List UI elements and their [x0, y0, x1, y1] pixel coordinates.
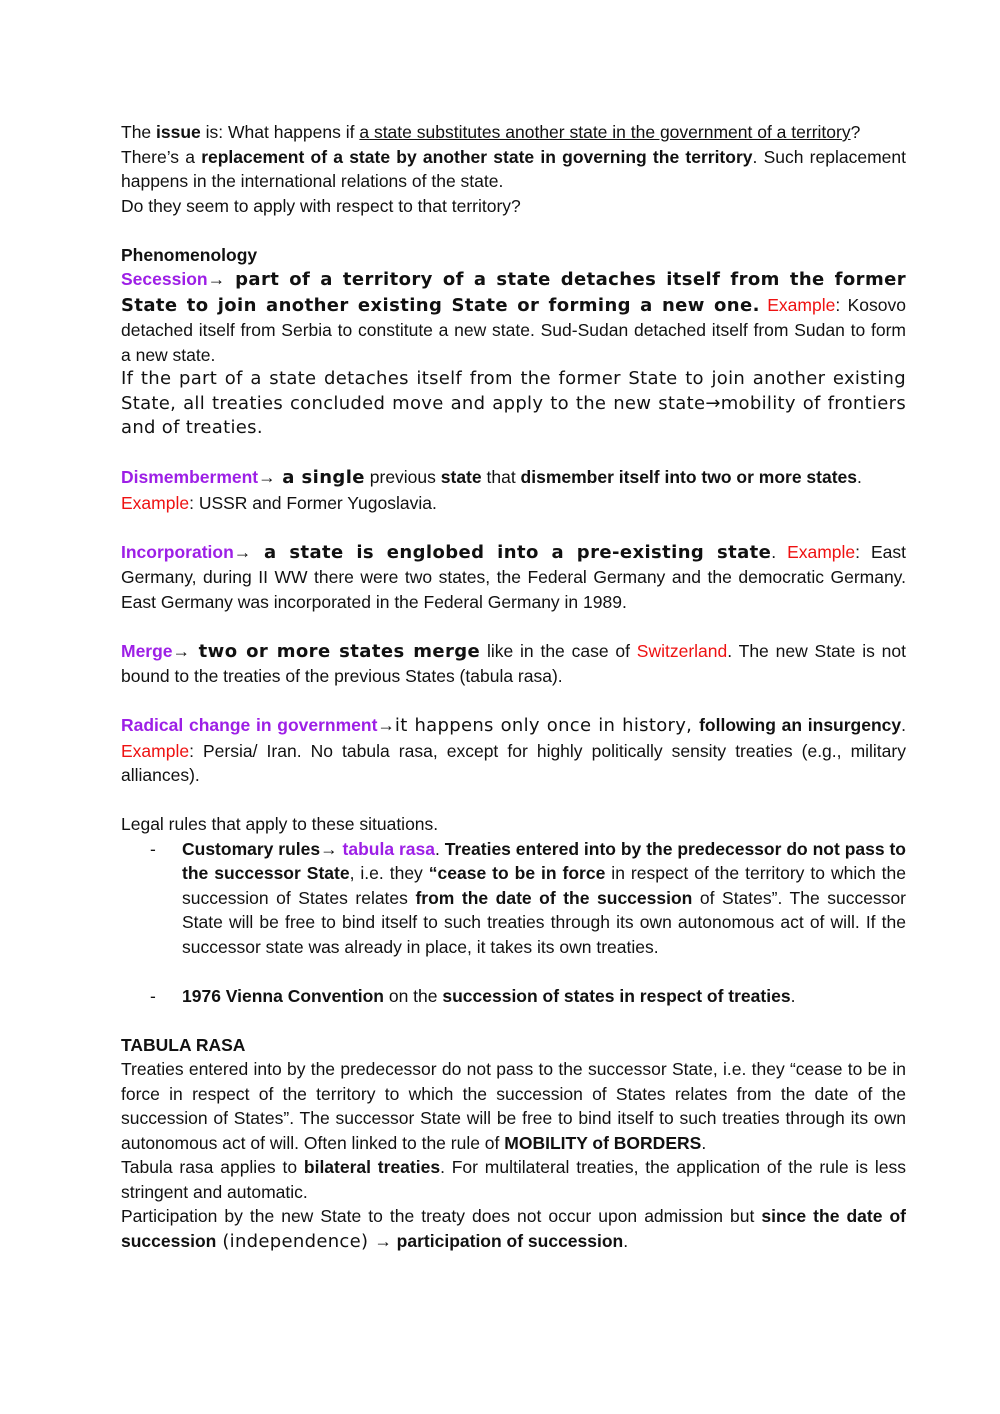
- incorporation-term: Incorporation: [121, 541, 234, 562]
- spacer: [121, 1008, 906, 1033]
- arrow-icon: →: [320, 838, 338, 859]
- arrow-icon: →: [172, 640, 191, 661]
- incorporation-paragraph: Incorporation→ a state is englobed into a pre-existing state. Example: East Germany, during II WW there were two states, the Federal Germany and the democratic Germany. East Germany was incorporated in the Federal Germany in 1989.: [121, 541, 906, 612]
- intro-paragraph-question: Do they seem to apply with respect to that territory?: [121, 195, 521, 216]
- merge-paragraph: Merge→ two or more states merge like in the case of Switzerland. The new State is not bound to the treaties of the previous States (tabula rasa).: [121, 640, 906, 686]
- legal-rules-intro: Legal rules that apply to these situations.: [121, 814, 439, 834]
- intro-paragraph-replacement: There’s a replacement of a state by another state in governing the territory. Such replacement happens in the international relations of the state.: [121, 146, 906, 191]
- dismemberment-term: Dismemberment: [121, 467, 259, 487]
- merge-term: Merge: [121, 640, 173, 661]
- document-body: [121, 120, 906, 1254]
- arrow-icon: →: [374, 1230, 392, 1251]
- secession-paragraph: Secession→ part of a territory of a state detaches itself from the former State to join another existing State or forming a new one. Example: Kosovo detached itself from Serbia to constitute a new state. Sud-Sudan detached itself from Sudan to form a new state.: [121, 269, 906, 365]
- arrow-icon: →: [207, 269, 226, 289]
- list-item-vienna-convention: - 1976 Vienna Convention on the succession of states in respect of treaties.: [121, 984, 906, 1009]
- spacer: [121, 515, 906, 540]
- spacer: [121, 959, 906, 984]
- dash-bullet-icon: -: [150, 985, 156, 1006]
- list-item-customary-rules: - Customary rules→ tabula rasa. Treaties entered into by the predecessor do not pass to the successor State, i.e. they “cease to be in force in respect of the territory to which the succession of States relates from the date of the succession of States”. The successor State will be free to bind itself to such treaties through its own autonomous act of will. If the successor state was already in place, it takes its own treaties.: [150, 838, 907, 957]
- legal-rules-list: [121, 837, 906, 1009]
- dismemberment-paragraph: Dismemberment→ a single previous state that dismember itself into two or more states. Example: USSR and Former Yugoslavia.: [121, 467, 862, 513]
- secession-note: If the part of a state detaches itself from the former State to join another existing State, all treaties concluded move and apply to the new state→mobility of frontiers and of treaties.: [121, 368, 906, 438]
- radical-change-paragraph: Radical change in government→it happens only once in history, following an insurgency. Example: Persia/ Iran. No tabula rasa, except for highly politically sensity treaties (e.g., military alliances).: [121, 715, 907, 785]
- tabula-rasa-heading: TABULA RASA: [121, 1034, 246, 1055]
- arrow-icon: →: [233, 541, 252, 562]
- dash-bullet-icon: -: [150, 838, 156, 859]
- arrow-icon: →: [377, 715, 395, 735]
- intro-paragraph-issue: The issue is: What happens if a state substitutes another state in the government of a territory?: [121, 122, 861, 142]
- radical-change-term: Radical change in government: [121, 715, 378, 735]
- secession-term: Secession: [121, 269, 208, 289]
- tabula-rasa-paragraph-3: Participation by the new State to the treaty does not occur upon admission but since the date of succession (independence) → participation of succession.: [121, 1206, 906, 1252]
- tabula-rasa-paragraph-2: Tabula rasa applies to bilateral treaties. For multilateral treaties, the application of the rule is less stringent and automatic.: [121, 1157, 906, 1202]
- spacer: [121, 788, 906, 813]
- spacer: [121, 441, 906, 466]
- spacer: [121, 689, 906, 714]
- spacer: [121, 218, 906, 243]
- spacer: [121, 614, 906, 639]
- phenomenology-heading: Phenomenology: [121, 244, 258, 265]
- tabula-rasa-paragraph-1: Treaties entered into by the predecessor do not pass to the successor State, i.e. they “cease to be in force in respect of the territory to which the succession of States relates from the date of the succession of States”. The successor State will be free to bind itself to such treaties through its own autonomous act of will. Often linked to the rule of MOBILITY of BORDERS.: [121, 1059, 906, 1153]
- arrow-icon: →: [258, 467, 276, 487]
